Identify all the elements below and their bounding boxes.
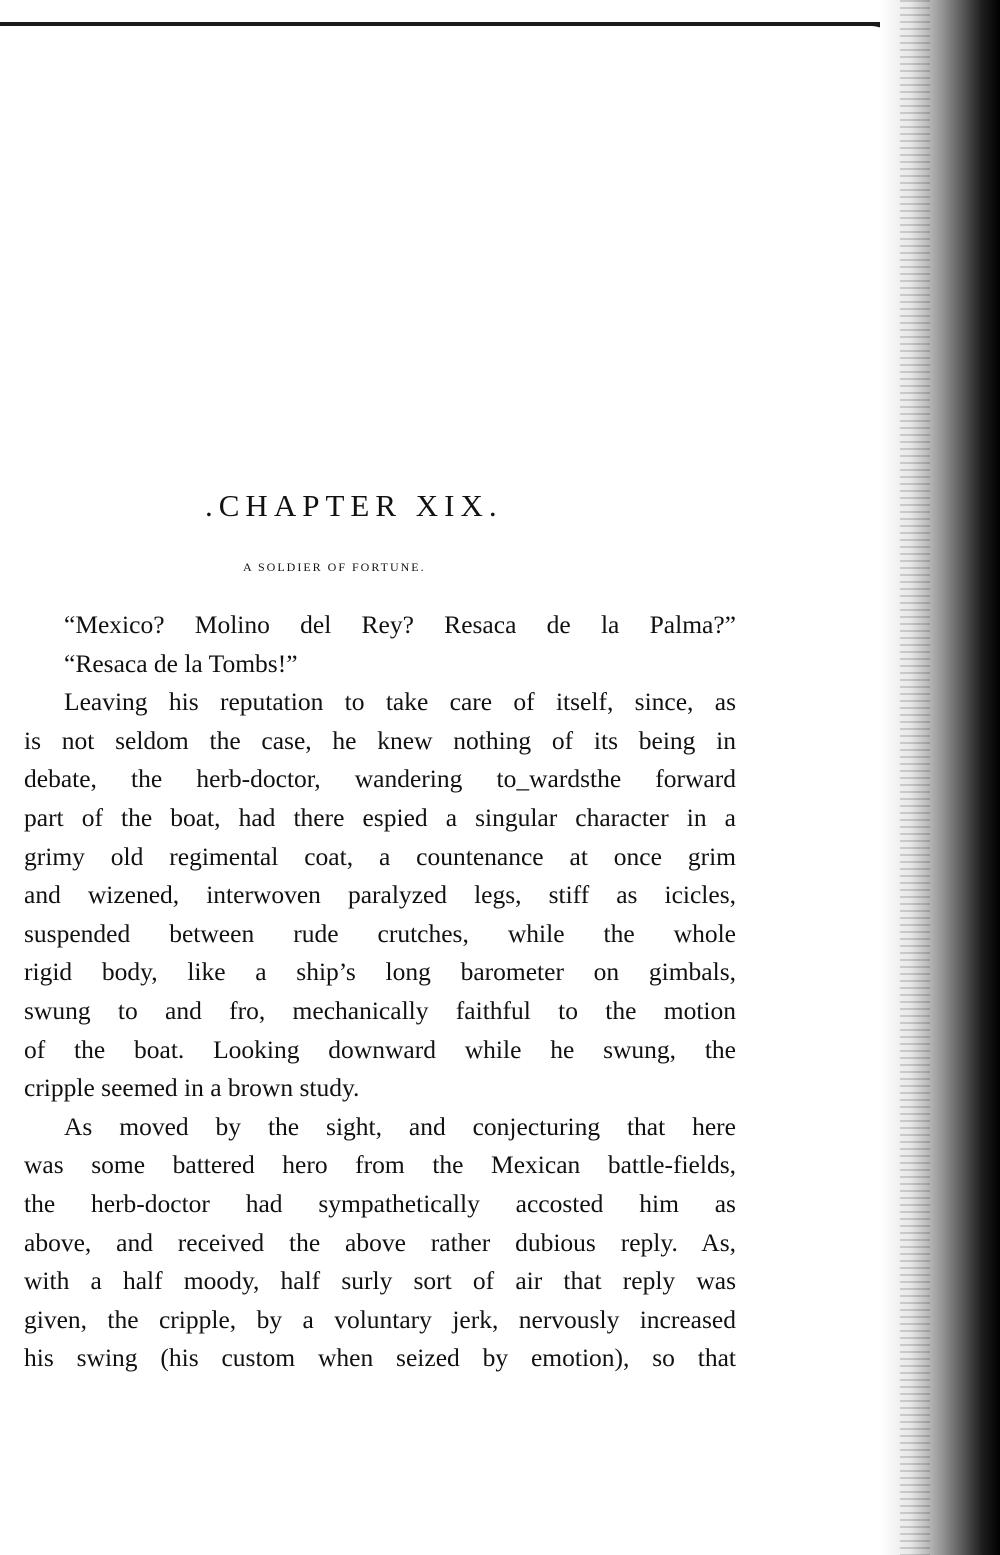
text-line: swung to and fro, mechanically faithful to the motion bbox=[24, 995, 736, 1025]
text-line: part of the boat, had there espied a singular character in a bbox=[24, 802, 736, 832]
chapter-body bbox=[24, 606, 736, 1378]
text-line: grimy old regimental coat, a countenance at once grim bbox=[24, 841, 736, 871]
text-line: his swing (his custom when seized by emotion), so that bbox=[24, 1343, 736, 1373]
text-line: “Resaca de la Tombs!” bbox=[64, 648, 298, 678]
text-line: with a half moody, half surly sort of air that reply was bbox=[24, 1266, 736, 1296]
text-line: suspended between rude crutches, while the whole bbox=[24, 918, 736, 948]
text-line: Leaving his reputation to take care of itself, since, as bbox=[64, 687, 736, 717]
text-line: is not seldom the case, he knew nothing of its being in bbox=[24, 725, 736, 755]
page-top-edge bbox=[0, 22, 880, 26]
text-line: As moved by the sight, and conjecturing that here bbox=[64, 1111, 736, 1141]
text-line: above, and received the above rather dubious reply. As, bbox=[24, 1227, 736, 1257]
text-line: “Mexico? Molino del Rey? Resaca de la Palma?” bbox=[64, 610, 736, 639]
text-line: and wizened, interwoven paralyzed legs, stiff as icicles, bbox=[24, 880, 736, 910]
text-line: was some battered hero from the Mexican battle-fields, bbox=[24, 1150, 736, 1180]
chapter-heading: .CHAPTER XIX. bbox=[205, 488, 503, 523]
text-line: the herb-doctor had sympathetically accosted him as bbox=[24, 1188, 736, 1218]
text-line: rigid body, like a ship’s long barometer on gimbals, bbox=[24, 957, 736, 987]
chapter-subtitle: A SOLDIER OF FORTUNE. bbox=[243, 560, 426, 574]
text-line: of the boat. Looking downward while he swung, the bbox=[24, 1034, 736, 1064]
text-line: given, the cripple, by a voluntary jerk, nervously increased bbox=[24, 1304, 736, 1334]
book-spine-shadow bbox=[880, 0, 1000, 1555]
text-line: cripple seemed in a brown study. bbox=[24, 1073, 360, 1103]
text-line: debate, the herb-doctor, wandering to_wardsthe forward bbox=[24, 764, 736, 794]
